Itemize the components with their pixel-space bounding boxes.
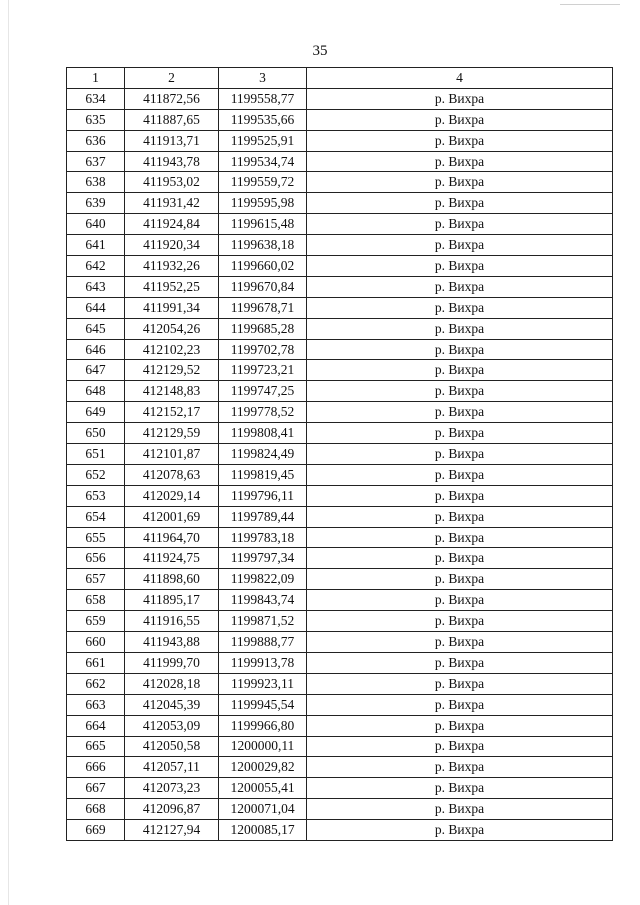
table-row	[67, 444, 613, 465]
cell-y: 1200071,04	[219, 799, 307, 820]
cell-x: 412129,59	[125, 423, 219, 444]
cell-x: 412129,52	[125, 360, 219, 381]
cell-y: 1199796,11	[219, 485, 307, 506]
table-row	[67, 297, 613, 318]
cell-y: 1199558,77	[219, 88, 307, 109]
cell-x: 412148,83	[125, 381, 219, 402]
cell-x: 412152,17	[125, 402, 219, 423]
cell-description: р. Вихра	[307, 256, 613, 277]
cell-y: 1199923,11	[219, 673, 307, 694]
cell-description: р. Вихра	[307, 715, 613, 736]
cell-description: р. Вихра	[307, 548, 613, 569]
cell-point-number: 664	[67, 715, 125, 736]
cell-x: 411924,75	[125, 548, 219, 569]
cell-description: р. Вихра	[307, 527, 613, 548]
cell-description: р. Вихра	[307, 235, 613, 256]
cell-x: 412045,39	[125, 694, 219, 715]
cell-y: 1199789,44	[219, 506, 307, 527]
cell-x: 412028,18	[125, 673, 219, 694]
cell-y: 1199535,66	[219, 109, 307, 130]
cell-y: 1199678,71	[219, 297, 307, 318]
cell-description: р. Вихра	[307, 109, 613, 130]
cell-point-number: 642	[67, 256, 125, 277]
cell-y: 1199670,84	[219, 276, 307, 297]
cell-y: 1199888,77	[219, 632, 307, 653]
cell-point-number: 668	[67, 799, 125, 820]
cell-description: р. Вихра	[307, 88, 613, 109]
table-row	[67, 611, 613, 632]
cell-y: 1200085,17	[219, 820, 307, 841]
table-row	[67, 464, 613, 485]
page-number: 35	[312, 43, 328, 59]
cell-point-number: 637	[67, 151, 125, 172]
table-row	[67, 235, 613, 256]
cell-description: р. Вихра	[307, 757, 613, 778]
header-cell-x: 2	[125, 68, 219, 89]
cell-description: р. Вихра	[307, 193, 613, 214]
table-row	[67, 485, 613, 506]
cell-description: р. Вихра	[307, 736, 613, 757]
cell-description: р. Вихра	[307, 172, 613, 193]
cell-description: р. Вихра	[307, 130, 613, 151]
header-cell-y: 3	[219, 68, 307, 89]
cell-x: 412101,87	[125, 444, 219, 465]
table-row	[67, 799, 613, 820]
cell-description: р. Вихра	[307, 339, 613, 360]
cell-point-number: 646	[67, 339, 125, 360]
cell-y: 1199783,18	[219, 527, 307, 548]
cell-description: р. Вихра	[307, 506, 613, 527]
cell-y: 1200055,41	[219, 778, 307, 799]
cell-y: 1199822,09	[219, 569, 307, 590]
cell-y: 1199534,74	[219, 151, 307, 172]
cell-description: р. Вихра	[307, 820, 613, 841]
cell-x: 411872,56	[125, 88, 219, 109]
cell-description: р. Вихра	[307, 444, 613, 465]
cell-y: 1199843,74	[219, 590, 307, 611]
cell-point-number: 643	[67, 276, 125, 297]
cell-point-number: 649	[67, 402, 125, 423]
table-row	[67, 151, 613, 172]
cell-x: 411964,70	[125, 527, 219, 548]
cell-description: р. Вихра	[307, 632, 613, 653]
table-row	[67, 172, 613, 193]
cell-description: р. Вихра	[307, 214, 613, 235]
cell-point-number: 656	[67, 548, 125, 569]
table-row	[67, 318, 613, 339]
cell-y: 1199797,34	[219, 548, 307, 569]
cell-point-number: 667	[67, 778, 125, 799]
cell-x: 411999,70	[125, 652, 219, 673]
cell-y: 1199966,80	[219, 715, 307, 736]
table-row	[67, 715, 613, 736]
cell-description: р. Вихра	[307, 652, 613, 673]
cell-description: р. Вихра	[307, 360, 613, 381]
table-row	[67, 214, 613, 235]
cell-x: 411895,17	[125, 590, 219, 611]
cell-point-number: 635	[67, 109, 125, 130]
cell-x: 411898,60	[125, 569, 219, 590]
cell-point-number: 651	[67, 444, 125, 465]
cell-point-number: 648	[67, 381, 125, 402]
cell-description: р. Вихра	[307, 151, 613, 172]
table-row	[67, 88, 613, 109]
table-row	[67, 130, 613, 151]
cell-y: 1199808,41	[219, 423, 307, 444]
table-row	[67, 360, 613, 381]
cell-point-number: 644	[67, 297, 125, 318]
header-cell-description: 4	[307, 68, 613, 89]
table-body	[67, 88, 613, 840]
cell-x: 412057,11	[125, 757, 219, 778]
table-row	[67, 256, 613, 277]
cell-x: 412096,87	[125, 799, 219, 820]
table-row	[67, 527, 613, 548]
cell-point-number: 636	[67, 130, 125, 151]
cell-y: 1199747,25	[219, 381, 307, 402]
cell-description: р. Вихра	[307, 402, 613, 423]
cell-point-number: 645	[67, 318, 125, 339]
cell-x: 412029,14	[125, 485, 219, 506]
cell-y: 1199595,98	[219, 193, 307, 214]
cell-y: 1199871,52	[219, 611, 307, 632]
table-row	[67, 193, 613, 214]
cell-description: р. Вихра	[307, 569, 613, 590]
table-row	[67, 423, 613, 444]
table-row	[67, 109, 613, 130]
cell-point-number: 652	[67, 464, 125, 485]
cell-description: р. Вихра	[307, 590, 613, 611]
cell-point-number: 658	[67, 590, 125, 611]
cell-x: 412073,23	[125, 778, 219, 799]
cell-point-number: 654	[67, 506, 125, 527]
cell-x: 411991,34	[125, 297, 219, 318]
scan-mark	[560, 4, 620, 5]
cell-y: 1200000,11	[219, 736, 307, 757]
cell-y: 1199615,48	[219, 214, 307, 235]
table-row	[67, 652, 613, 673]
cell-description: р. Вихра	[307, 318, 613, 339]
cell-description: р. Вихра	[307, 611, 613, 632]
cell-point-number: 662	[67, 673, 125, 694]
table-row	[67, 632, 613, 653]
table-header-row	[67, 68, 613, 89]
cell-point-number: 661	[67, 652, 125, 673]
cell-y: 1200029,82	[219, 757, 307, 778]
cell-x: 412050,58	[125, 736, 219, 757]
table-row	[67, 694, 613, 715]
cell-description: р. Вихра	[307, 464, 613, 485]
cell-point-number: 657	[67, 569, 125, 590]
cell-x: 411953,02	[125, 172, 219, 193]
cell-description: р. Вихра	[307, 297, 613, 318]
cell-point-number: 663	[67, 694, 125, 715]
cell-x: 411943,88	[125, 632, 219, 653]
cell-point-number: 638	[67, 172, 125, 193]
scan-edge-line	[8, 0, 9, 905]
cell-point-number: 653	[67, 485, 125, 506]
table-row	[67, 506, 613, 527]
cell-y: 1199638,18	[219, 235, 307, 256]
header-cell-point-number: 1	[67, 68, 125, 89]
cell-x: 411932,26	[125, 256, 219, 277]
cell-y: 1199824,49	[219, 444, 307, 465]
table-row	[67, 402, 613, 423]
cell-point-number: 659	[67, 611, 125, 632]
cell-point-number: 641	[67, 235, 125, 256]
table-row	[67, 569, 613, 590]
cell-x: 411916,55	[125, 611, 219, 632]
cell-point-number: 665	[67, 736, 125, 757]
cell-x: 412102,23	[125, 339, 219, 360]
table-row	[67, 736, 613, 757]
table-row	[67, 590, 613, 611]
table-row	[67, 548, 613, 569]
cell-point-number: 639	[67, 193, 125, 214]
cell-y: 1199913,78	[219, 652, 307, 673]
cell-x: 412127,94	[125, 820, 219, 841]
cell-x: 412053,09	[125, 715, 219, 736]
cell-x: 411924,84	[125, 214, 219, 235]
cell-y: 1199778,52	[219, 402, 307, 423]
cell-point-number: 655	[67, 527, 125, 548]
table-row	[67, 778, 613, 799]
cell-point-number: 640	[67, 214, 125, 235]
cell-y: 1199685,28	[219, 318, 307, 339]
cell-x: 412054,26	[125, 318, 219, 339]
coordinates-table-container	[66, 67, 612, 841]
table-row	[67, 339, 613, 360]
cell-description: р. Вихра	[307, 485, 613, 506]
cell-x: 411943,78	[125, 151, 219, 172]
cell-point-number: 647	[67, 360, 125, 381]
cell-x: 412001,69	[125, 506, 219, 527]
coordinates-table	[66, 67, 613, 841]
cell-y: 1199559,72	[219, 172, 307, 193]
cell-description: р. Вихра	[307, 673, 613, 694]
cell-x: 411913,71	[125, 130, 219, 151]
cell-point-number: 666	[67, 757, 125, 778]
cell-x: 411920,34	[125, 235, 219, 256]
table-row	[67, 673, 613, 694]
cell-y: 1199819,45	[219, 464, 307, 485]
cell-description: р. Вихра	[307, 423, 613, 444]
cell-point-number: 650	[67, 423, 125, 444]
cell-point-number: 669	[67, 820, 125, 841]
cell-x: 411931,42	[125, 193, 219, 214]
cell-point-number: 634	[67, 88, 125, 109]
cell-y: 1199660,02	[219, 256, 307, 277]
table-row	[67, 757, 613, 778]
cell-x: 411887,65	[125, 109, 219, 130]
cell-point-number: 660	[67, 632, 125, 653]
cell-y: 1199702,78	[219, 339, 307, 360]
cell-description: р. Вихра	[307, 276, 613, 297]
table-row	[67, 276, 613, 297]
cell-y: 1199945,54	[219, 694, 307, 715]
cell-description: р. Вихра	[307, 381, 613, 402]
cell-y: 1199723,21	[219, 360, 307, 381]
table-row	[67, 820, 613, 841]
table-row	[67, 381, 613, 402]
cell-y: 1199525,91	[219, 130, 307, 151]
cell-description: р. Вихра	[307, 778, 613, 799]
cell-x: 411952,25	[125, 276, 219, 297]
cell-description: р. Вихра	[307, 694, 613, 715]
cell-description: р. Вихра	[307, 799, 613, 820]
cell-x: 412078,63	[125, 464, 219, 485]
